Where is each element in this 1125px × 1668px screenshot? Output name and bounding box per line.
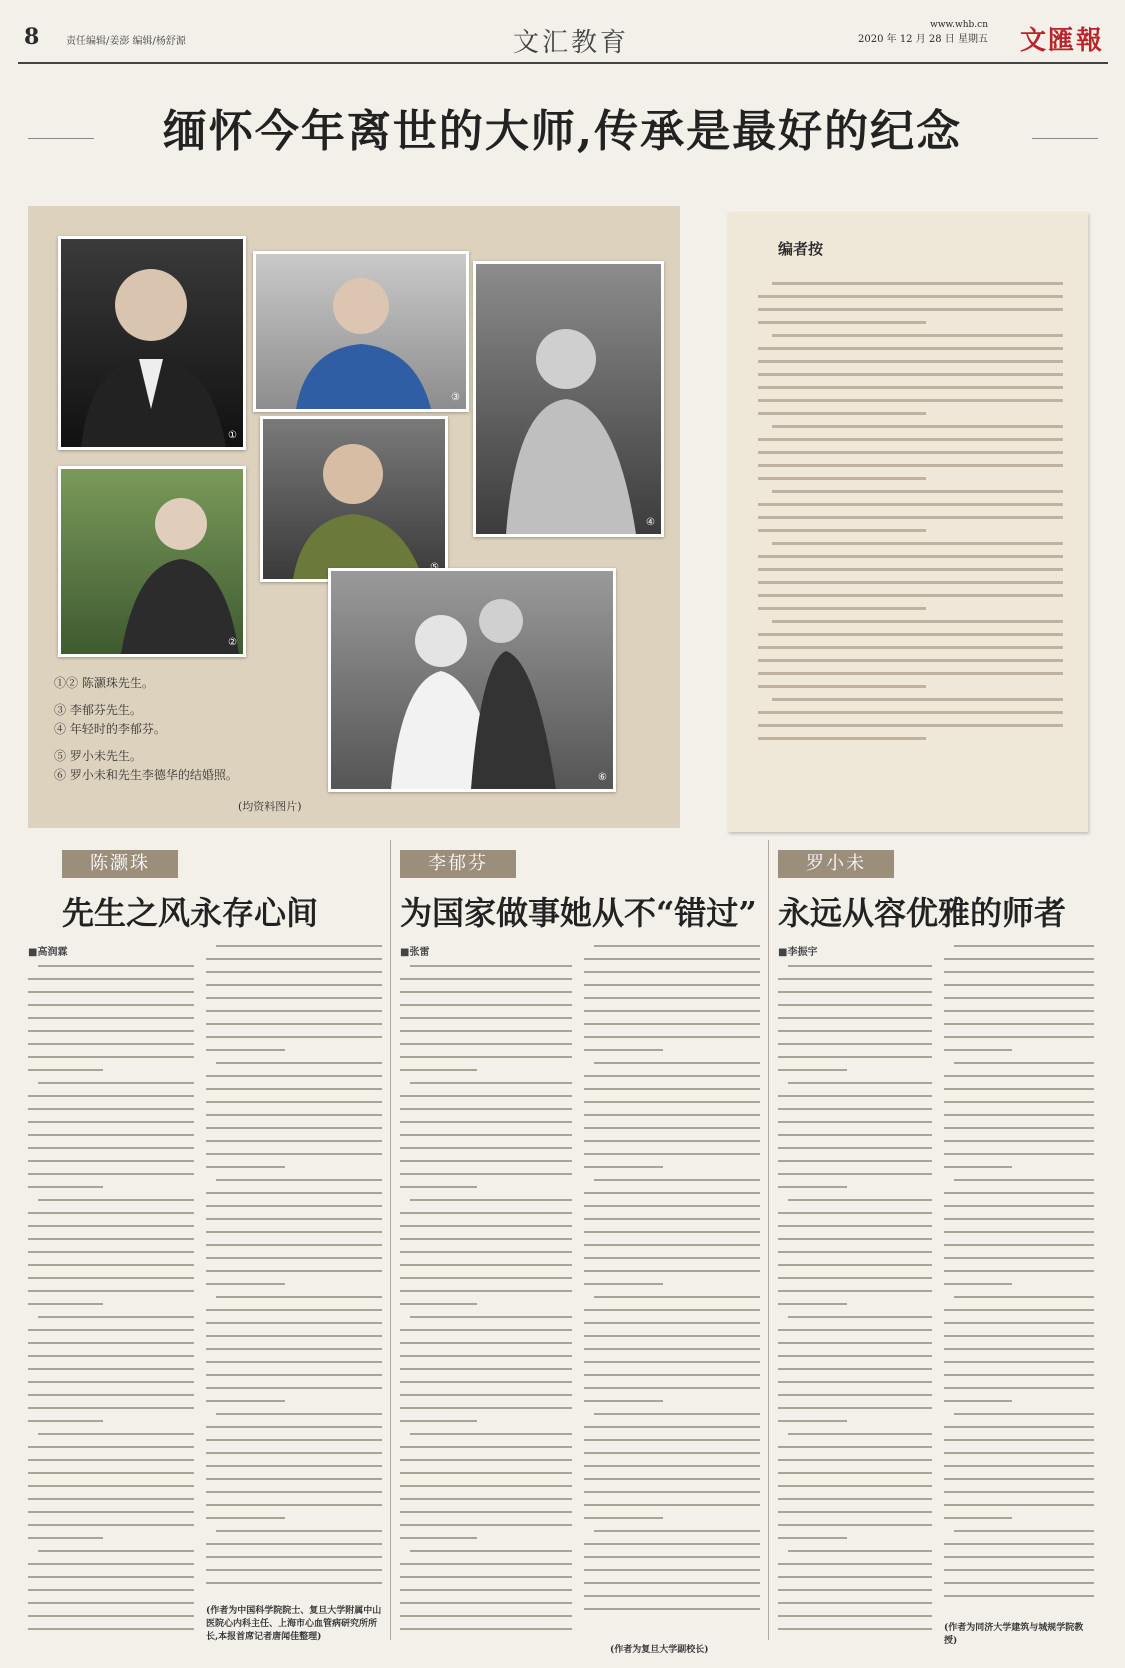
- section-name: 文汇教育: [513, 28, 630, 58]
- editor-note-title: 编者按: [778, 240, 824, 258]
- article-text-column: [584, 945, 760, 1625]
- editors-credit: 责任编辑/姜澎 编辑/杨舒源: [66, 36, 186, 47]
- article-title: 先生之风永存心间: [62, 894, 319, 932]
- page-number: 8: [24, 24, 40, 50]
- column-divider: [768, 840, 769, 1640]
- article-author-note: (作者为中国科学院院士、复旦大学附属中山医院心内科主任、上海市心血管病研究所所长,本报首席记者唐闻佳整理): [206, 1606, 382, 1642]
- article-byline: ■张雷: [400, 947, 430, 958]
- article-tag: 罗小未: [778, 850, 894, 878]
- dateline: 2020 年 12 月 28 日 星期五: [858, 34, 988, 45]
- legend-item: ⑤ 罗小未先生。: [54, 749, 142, 763]
- portrait-figure-icon: [476, 264, 661, 534]
- photo-6: ⑥: [328, 568, 616, 792]
- legend-item: ⑥ 罗小未和先生李德华的结婚照。: [54, 768, 238, 782]
- photo-legend: [54, 674, 294, 785]
- column-divider: [390, 840, 391, 1640]
- legend-item: ④ 年轻时的李郁芬。: [54, 722, 166, 736]
- article-byline: ■李振宇: [778, 947, 818, 958]
- photo-5: [260, 416, 448, 582]
- photo-2: ②: [58, 466, 246, 657]
- legend-item: ①② 陈灏珠先生。: [54, 676, 154, 690]
- article-text-column: [944, 945, 1094, 1617]
- photo-collage: [28, 206, 680, 828]
- portrait-figure-icon: [256, 254, 466, 409]
- article-author-note: (作者为同济大学建筑与城规学院教授): [944, 1623, 1084, 1646]
- article-text-column: [206, 945, 382, 1605]
- portrait-figure-icon: [61, 469, 243, 654]
- article-title: 为国家做事她从不“错过”: [400, 894, 757, 932]
- website: www.whb.cn: [930, 20, 988, 30]
- photo-4: ④: [473, 261, 664, 537]
- photo-credit: (均资料图片): [238, 800, 302, 813]
- portrait-figure-icon: [61, 239, 243, 447]
- article-tag: 陈灏珠: [62, 850, 178, 878]
- page-headline: 缅怀今年离世的大师,传承是最好的纪念: [162, 106, 963, 157]
- masthead: [18, 18, 1108, 64]
- portrait-figure-icon: [263, 419, 445, 579]
- article-text-column: [28, 965, 194, 1645]
- article-tag: 李郁芬: [400, 850, 516, 878]
- article-byline: ■高润霖: [28, 947, 68, 958]
- legend-item: ③ 李郁芬先生。: [54, 703, 142, 717]
- editor-note: [728, 212, 1088, 832]
- editor-note-body: [758, 272, 1063, 750]
- article-author-note: (作者为复旦大学副校长): [610, 1645, 709, 1655]
- photo-3: ③: [253, 251, 469, 412]
- article-text-column: [400, 965, 572, 1645]
- wedding-figures-icon: [331, 571, 613, 789]
- article-title: 永远从容优雅的师者: [778, 894, 1067, 932]
- photo-1: ①: [58, 236, 246, 450]
- newspaper-logo: 文匯報: [1019, 26, 1104, 56]
- article-text-column: [778, 965, 932, 1645]
